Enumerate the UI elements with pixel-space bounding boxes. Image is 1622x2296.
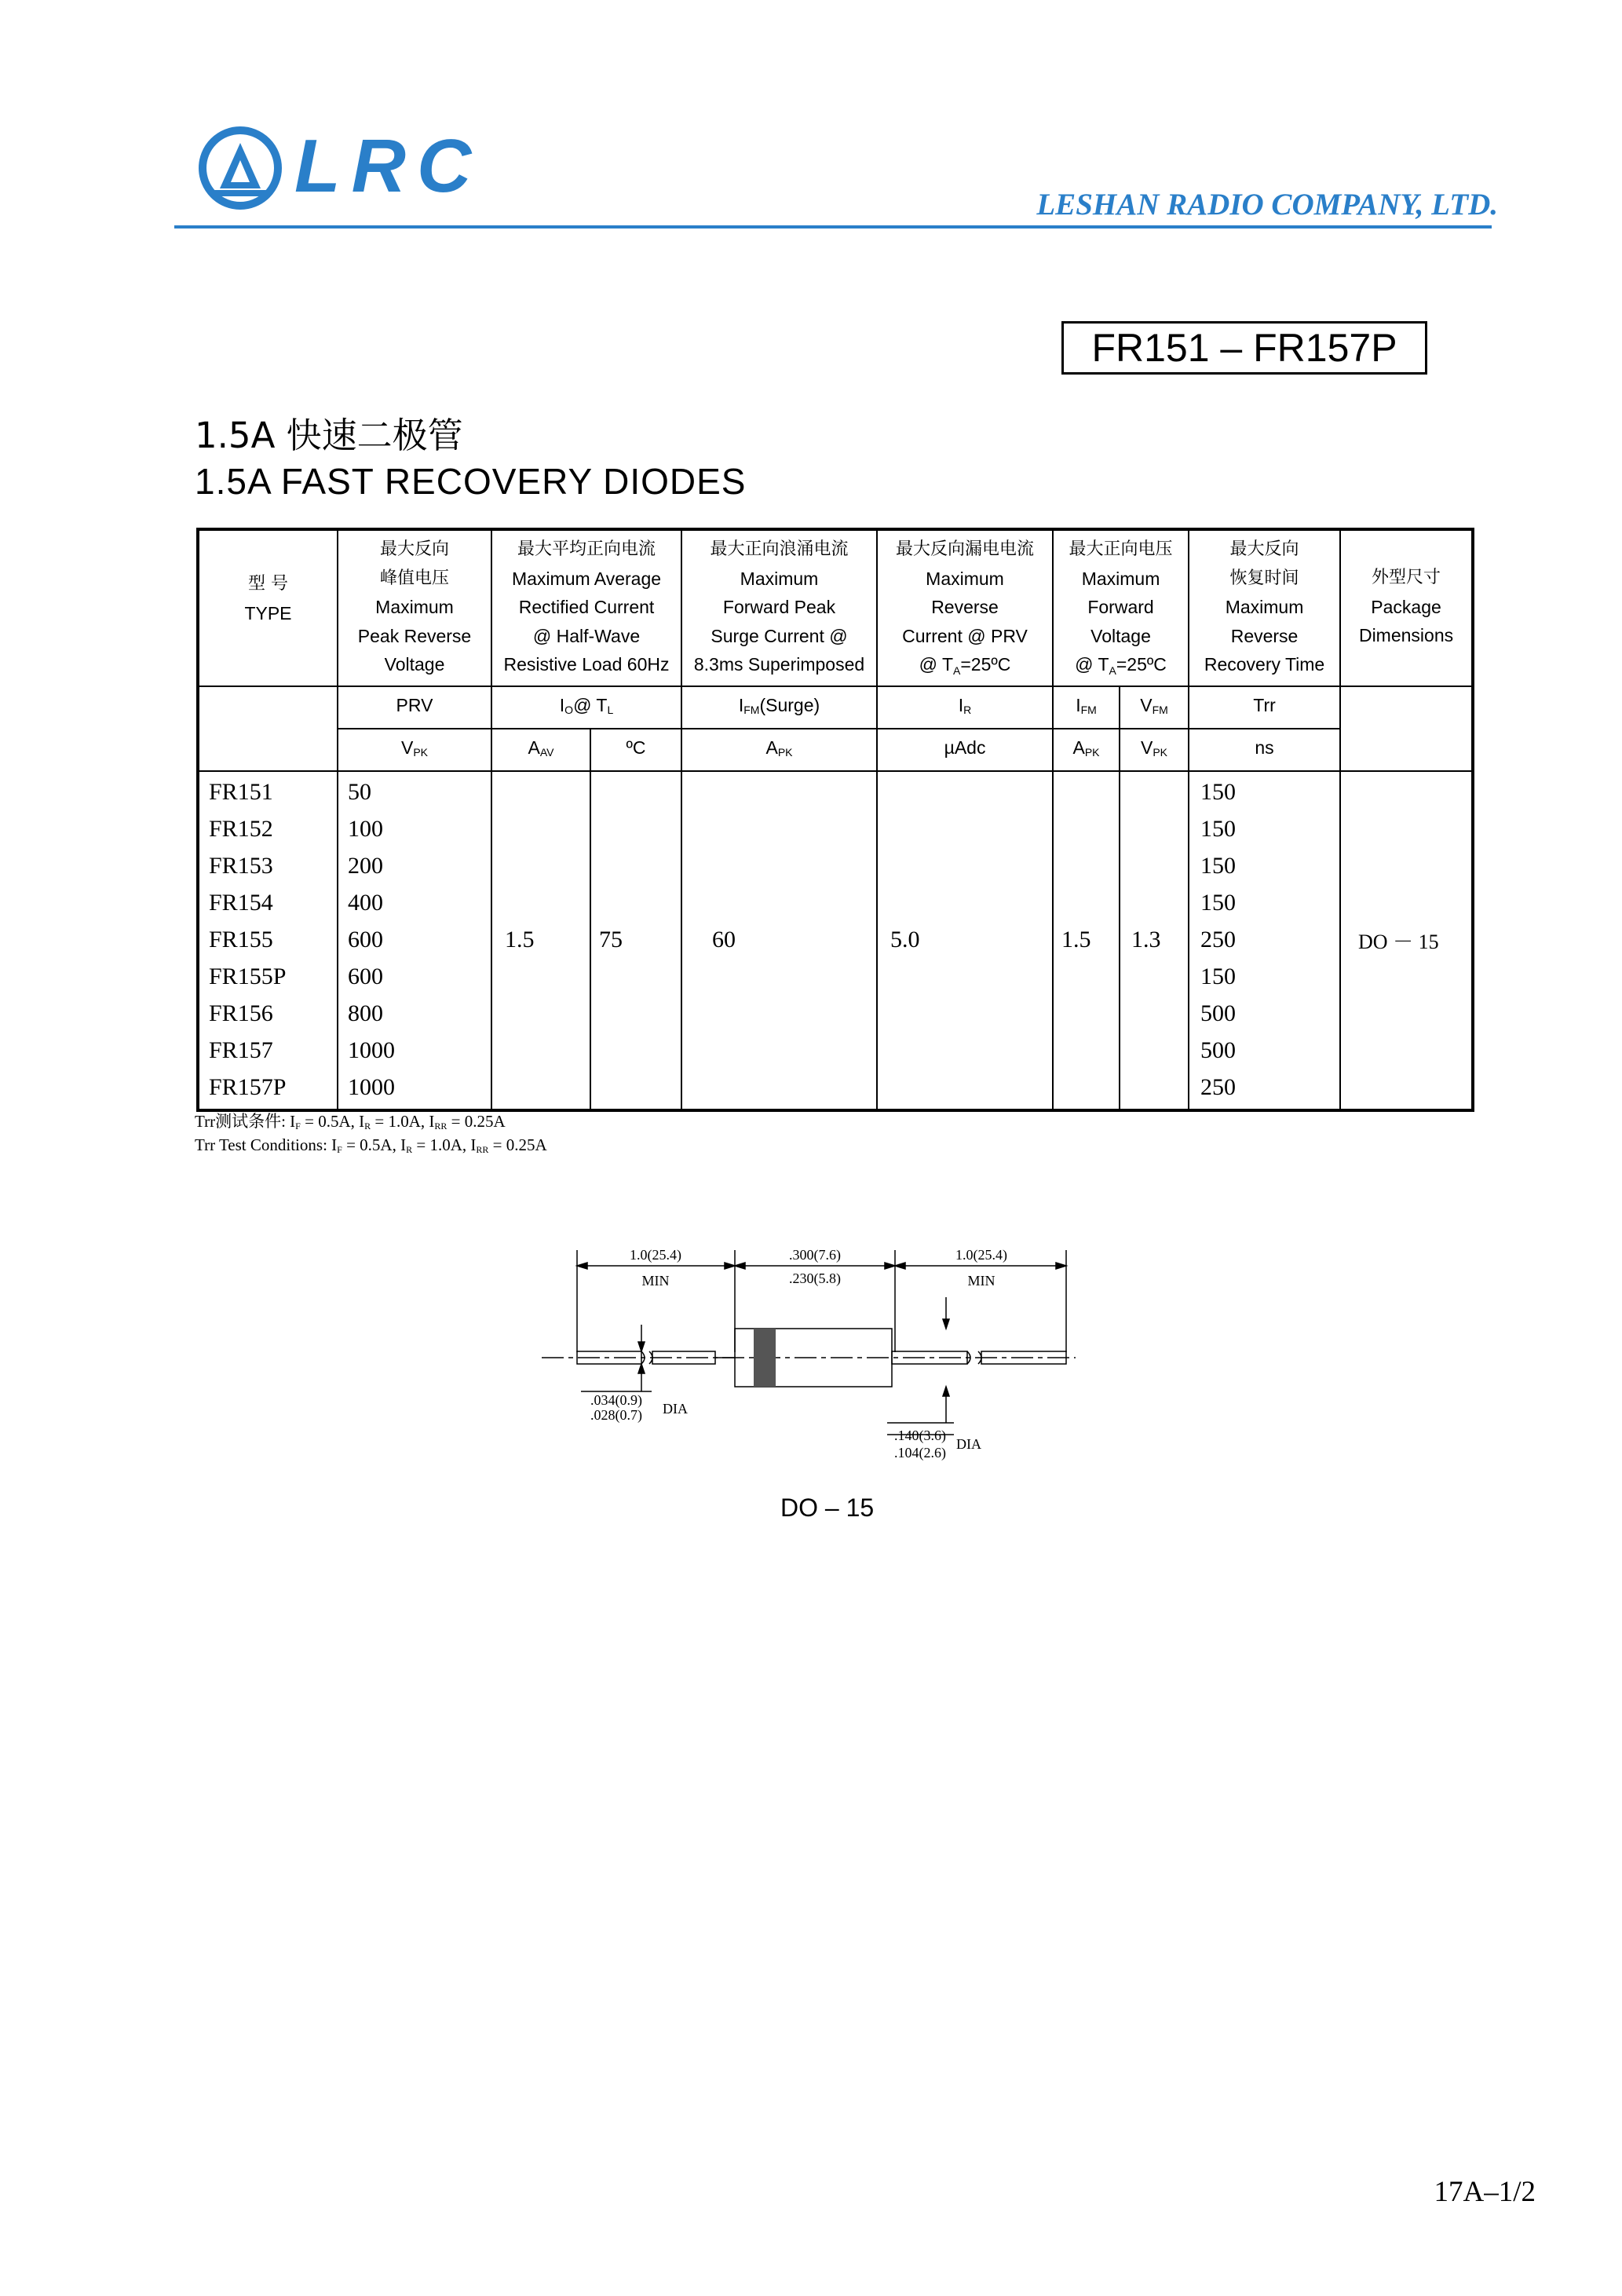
unit-vpk2: $V_{PK}$ [1120, 729, 1189, 771]
header-vf-en: Maximum [1081, 568, 1160, 589]
header-ir-cond: @ $T_A=25ºC$ [919, 654, 1011, 677]
do15-outline-drawing [542, 1234, 1083, 1470]
blank-cell [198, 686, 338, 729]
header-prv-en: Peak Reverse [357, 625, 472, 646]
prv-value: 100 [348, 815, 383, 842]
vfm-value: 1.3 [1120, 771, 1189, 1110]
header-package-en: Dimensions [1358, 625, 1454, 645]
dim-lead-right-min: MIN [967, 1273, 995, 1289]
type-item: FR157P [209, 1073, 287, 1100]
trr-value: 500 [1200, 1036, 1237, 1063]
type-item: FR157 [209, 1036, 273, 1063]
header-prv-cn2: 峰值电压 [379, 568, 449, 588]
prv-list [338, 771, 491, 1110]
unit-ns: ns [1189, 729, 1340, 771]
header-ir-cn: 最大反向漏电电流 [896, 539, 1035, 559]
ifsm-value: 60 [681, 771, 877, 1110]
prv-value: 1000 [348, 1036, 395, 1063]
blank-cell [1340, 686, 1473, 729]
sym-trr: Trr [1189, 686, 1340, 729]
header-ifsm-en: Forward Peak [722, 597, 836, 617]
unit-uadc: µAdc [877, 729, 1053, 771]
type-item: FR155P [209, 963, 287, 989]
dim-body-max: .300(7.6) [789, 1247, 841, 1263]
title-english: 1.5A FAST RECOVERY DIODES [195, 461, 747, 502]
unit-vpk: $V_{PK}$ [338, 729, 491, 771]
header-vf-en: Voltage [1090, 625, 1151, 646]
header-vf-en: Forward [1087, 597, 1154, 617]
header-io-en: Rectified Current [518, 597, 655, 617]
type-item: FR151 [209, 778, 273, 805]
header-rule [174, 225, 1492, 229]
header-ifsm-en: Maximum [740, 568, 819, 589]
trr-value: 500 [1200, 1000, 1237, 1026]
package-caption: DO – 15 [780, 1493, 875, 1522]
type-item: FR155 [209, 926, 273, 952]
header-prv-en: Voltage [384, 654, 445, 675]
header-prv-en: Maximum [375, 597, 454, 617]
header-vf-cond: @ $T_A=25ºC$ [1075, 654, 1167, 677]
lrc-logo [196, 118, 483, 220]
header-ifsm-cn: 最大正向浪涌电流 [710, 539, 849, 559]
dim-body-dia-max: .140(3.6) [894, 1428, 946, 1443]
dim-lead-right-text: 1.0(25.4) [955, 1247, 1007, 1263]
header-trr-cn2: 恢复时间 [1229, 568, 1299, 588]
prv-value: 600 [348, 926, 383, 952]
io-value: 1.5 [491, 771, 590, 1110]
ir-value: 5.0 [877, 771, 1053, 1110]
page-number: 17A–1/2 [1434, 2176, 1536, 2208]
dim-lead-dia-max: .034(0.9) [590, 1392, 642, 1408]
blank-cell [1340, 729, 1473, 771]
header-ir-en: Reverse [931, 597, 999, 617]
logo-emblem-icon [196, 124, 290, 218]
part-number-box: FR151 – FR157P [1061, 321, 1427, 375]
header-trr-en: Maximum [1225, 597, 1304, 617]
trr-value: 250 [1200, 1073, 1237, 1100]
header-prv [338, 529, 491, 686]
header-type-en: TYPE [244, 602, 292, 623]
trr-value: 150 [1200, 815, 1237, 842]
dim-lead-dia-label: DIA [663, 1401, 688, 1417]
trr-value: 150 [1200, 852, 1237, 879]
trr-list [1189, 771, 1340, 1110]
trr-note-cn: Trr测试条件: IF = 0.5A, IR = 1.0A, IRR = 0.25A [195, 1112, 506, 1132]
prv-value: 400 [348, 889, 383, 916]
header-trr [1189, 529, 1340, 686]
header-trr-cn: 最大反向 [1229, 539, 1299, 559]
header-ir-en: Maximum [926, 568, 1004, 589]
header-io-en: @ Half-Wave [532, 625, 641, 646]
trr-value: 150 [1200, 963, 1237, 989]
type-item: FR152 [209, 815, 273, 842]
sym-ifm: $I_{FM}$ [1053, 686, 1120, 729]
header-ir [877, 529, 1053, 686]
type-item: FR154 [209, 889, 273, 916]
cathode-band [754, 1329, 776, 1387]
unit-apk2: $A_{PK}$ [1053, 729, 1120, 771]
header-prv-cn: 最大反向 [379, 539, 449, 559]
header-ir-en: Current @ PRV [902, 625, 1028, 646]
header-vf [1053, 529, 1189, 686]
trr-value: 150 [1200, 889, 1237, 916]
type-item: FR153 [209, 852, 273, 879]
trr-note-en: Trr Test Conditions: IF = 0.5A, IR = 1.0A, IRR = 0.25A [195, 1135, 547, 1155]
dim-body-dia-min: .104(2.6) [894, 1445, 946, 1461]
trr-value: 150 [1200, 778, 1237, 805]
prv-value: 50 [348, 778, 371, 805]
sym-ir: $I_R$ [877, 686, 1053, 729]
sym-vfm: $V_{FM}$ [1120, 686, 1189, 729]
sym-ifsm: $I_{FM}(Surge)$ [681, 686, 877, 729]
spec-table [196, 528, 1474, 1112]
dim-body-dia-label: DIA [956, 1436, 981, 1452]
type-item: FR156 [209, 1000, 273, 1026]
sym-io: $I_O@$ $T_L$ [491, 686, 681, 729]
header-io [491, 529, 681, 686]
header-trr-en: Reverse [1230, 625, 1299, 646]
ifm-value: 1.5 [1053, 771, 1120, 1110]
company-name: LESHAN RADIO COMPANY, LTD. [1036, 188, 1498, 221]
header-io-en: Maximum Average [511, 568, 662, 589]
title-chinese: 1.5A 快速二极管 [195, 415, 463, 456]
header-ifsm-en: 8.3ms Superimposed [693, 654, 865, 675]
prv-value: 1000 [348, 1073, 395, 1100]
header-ifsm [681, 529, 877, 686]
header-package [1340, 529, 1473, 686]
header-io-en: Resistive Load 60Hz [503, 654, 670, 675]
dim-lead-dia-min: .028(0.7) [590, 1407, 642, 1423]
unit-aav: $A_{AV}$ [491, 729, 590, 771]
unit-apk: $A_{PK}$ [681, 729, 877, 771]
prv-value: 200 [348, 852, 383, 879]
header-package-cn: 外型尺寸 [1372, 568, 1441, 587]
tl-value: 75 [590, 771, 681, 1110]
header-ifsm-en: Surge Current @ [711, 625, 848, 646]
prv-value: 600 [348, 963, 383, 989]
trr-value: 250 [1200, 926, 1237, 952]
header-type-cn: 型 号 [248, 574, 288, 594]
prv-value: 800 [348, 1000, 383, 1026]
dim-lead-left-min: MIN [641, 1273, 670, 1289]
blank-cell [198, 729, 338, 771]
header-vf-cn: 最大正向电压 [1069, 539, 1173, 559]
sym-prv: PRV [338, 686, 491, 729]
unit-degc: ºC [590, 729, 681, 771]
logo-text: LRC [294, 124, 483, 208]
header-package-en: Package [1371, 596, 1441, 617]
type-list [198, 771, 338, 1110]
header-type [198, 529, 338, 686]
dim-body-min: .230(5.8) [789, 1270, 841, 1286]
package-value: DO － 15 [1340, 771, 1473, 1110]
header-io-cn: 最大平均正向电流 [517, 539, 656, 559]
dim-lead-left-text: 1.0(25.4) [630, 1247, 681, 1263]
header-trr-en: Recovery Time [1204, 654, 1325, 675]
